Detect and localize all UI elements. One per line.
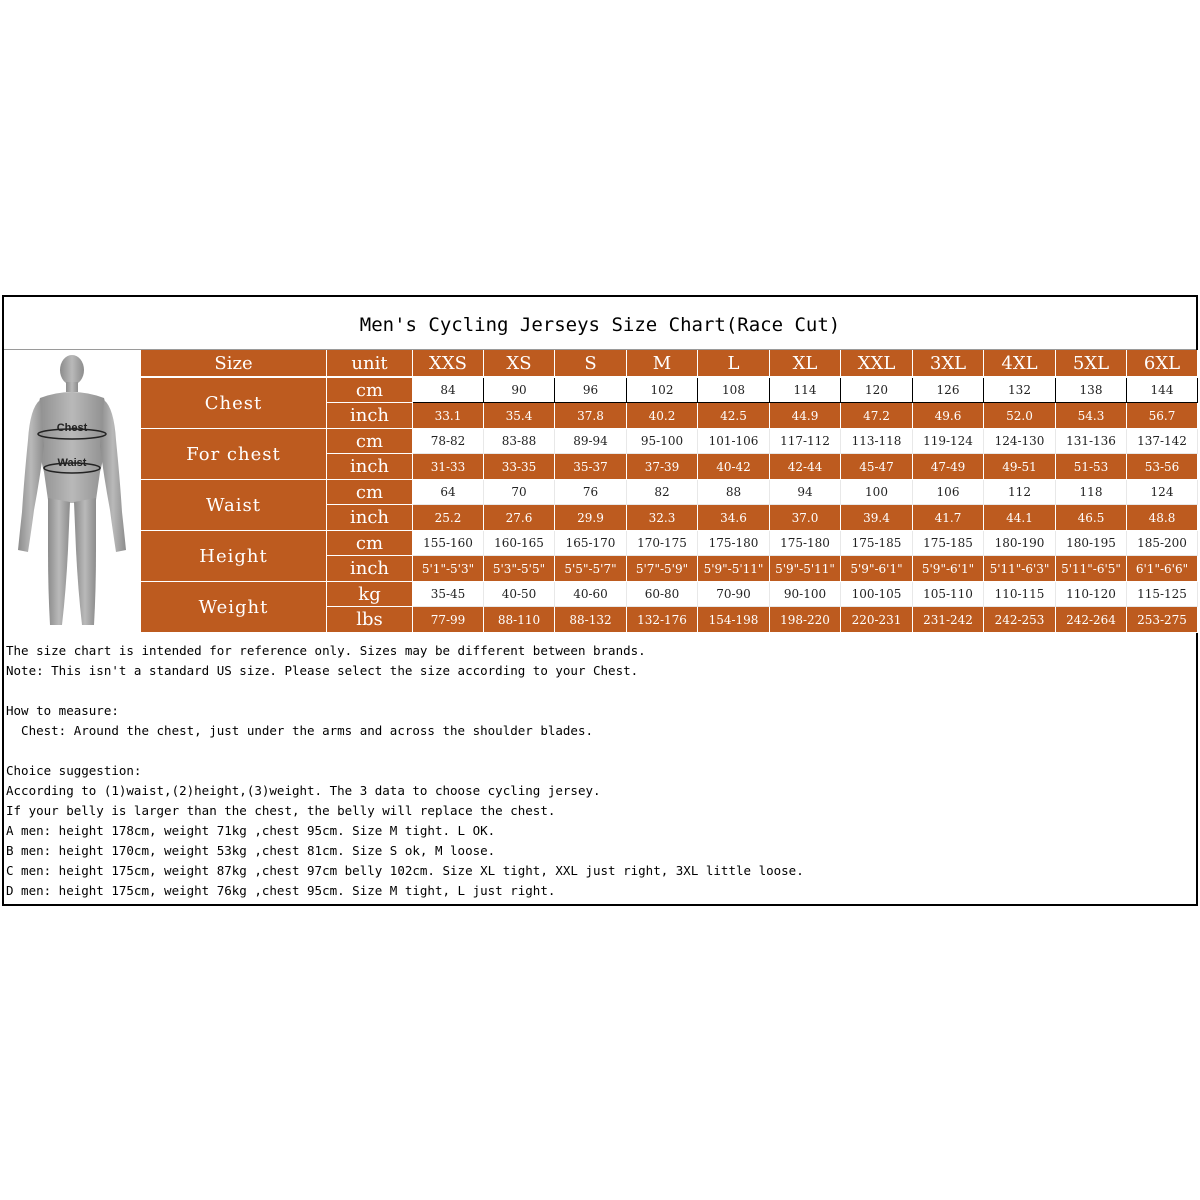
waist-row-cm <box>141 480 1198 505</box>
table-cell: 106 <box>913 480 984 505</box>
size-header-xxl: XXL <box>841 350 913 377</box>
height-unit-inch: inch <box>327 556 413 582</box>
table-cell: 144 <box>1127 377 1198 403</box>
table-cell: 5'1"-5'3" <box>413 556 484 582</box>
table-cell: 5'9"-5'11" <box>770 556 841 582</box>
body-silhouette-icon <box>4 350 140 633</box>
example-d: D men: height 175cm, weight 76kg ,chest 95cm. Size M tight, L just right. <box>6 883 556 898</box>
how-to-measure-chest: Chest: Around the chest, just under the arms and across the shoulder blades. <box>6 723 593 738</box>
table-cell: 175-185 <box>913 531 984 556</box>
weight-unit-lbs: lbs <box>327 607 413 633</box>
table-cell: 47-49 <box>913 454 984 480</box>
body-figure <box>4 350 140 633</box>
table-cell: 70-90 <box>698 582 770 607</box>
table-cell: 138 <box>1056 377 1127 403</box>
table-cell: 34.6 <box>698 505 770 531</box>
size-header-l: L <box>698 350 770 377</box>
choice-suggestion-line: If your belly is larger than the chest, the belly will replace the chest. <box>6 803 556 818</box>
table-cell: 105-110 <box>913 582 984 607</box>
table-cell: 29.9 <box>555 505 627 531</box>
table-cell: 49.6 <box>913 403 984 429</box>
table-cell: 27.6 <box>484 505 555 531</box>
table-cell: 110-120 <box>1056 582 1127 607</box>
table-cell: 35-45 <box>413 582 484 607</box>
table-cell: 82 <box>627 480 698 505</box>
chest-figure-label: Chest <box>56 422 88 434</box>
table-cell: 101-106 <box>698 429 770 454</box>
table-cell: 170-175 <box>627 531 698 556</box>
table-cell: 78-82 <box>413 429 484 454</box>
table-cell: 5'9"-5'11" <box>698 556 770 582</box>
table-cell: 108 <box>698 377 770 403</box>
table-cell: 32.3 <box>627 505 698 531</box>
size-header-m: M <box>627 350 698 377</box>
table-cell: 120 <box>841 377 913 403</box>
table-cell: 96 <box>555 377 627 403</box>
table-cell: 94 <box>770 480 841 505</box>
table-cell: 115-125 <box>1127 582 1198 607</box>
table-cell: 88 <box>698 480 770 505</box>
table-cell: 253-275 <box>1127 607 1198 633</box>
table-cell: 64 <box>413 480 484 505</box>
table-cell: 40.2 <box>627 403 698 429</box>
spacer <box>6 741 1186 761</box>
table-cell: 88-132 <box>555 607 627 633</box>
chest-unit-inch: inch <box>327 403 413 429</box>
table-cell: 60-80 <box>627 582 698 607</box>
table-cell: 180-195 <box>1056 531 1127 556</box>
table-cell: 33-35 <box>484 454 555 480</box>
table-cell: 70 <box>484 480 555 505</box>
table-cell: 5'5"-5'7" <box>555 556 627 582</box>
table-cell: 220-231 <box>841 607 913 633</box>
table-cell: 231-242 <box>913 607 984 633</box>
table-cell: 44.9 <box>770 403 841 429</box>
for-chest-label: For chest <box>141 429 327 480</box>
size-header-s: S <box>555 350 627 377</box>
table-cell: 117-112 <box>770 429 841 454</box>
table-cell: 165-170 <box>555 531 627 556</box>
table-cell: 5'7"-5'9" <box>627 556 698 582</box>
table-cell: 46.5 <box>1056 505 1127 531</box>
waist-figure-label: Waist <box>57 457 87 469</box>
choice-suggestion-title: Choice suggestion: <box>6 763 142 778</box>
table-cell: 102 <box>627 377 698 403</box>
table-cell: 113-118 <box>841 429 913 454</box>
size-header-xs: XS <box>484 350 555 377</box>
table-cell: 35.4 <box>484 403 555 429</box>
table-cell: 132 <box>984 377 1056 403</box>
table-cell: 40-60 <box>555 582 627 607</box>
waist-label: Waist <box>141 480 327 531</box>
example-a: A men: height 178cm, weight 71kg ,chest 95cm. Size M tight. L OK. <box>6 823 496 838</box>
table-cell: 118 <box>1056 480 1127 505</box>
table-cell: 54.3 <box>1056 403 1127 429</box>
table-cell: 132-176 <box>627 607 698 633</box>
table-cell: 42-44 <box>770 454 841 480</box>
table-cell: 5'9"-6'1" <box>841 556 913 582</box>
notes-section <box>6 641 1186 901</box>
table-cell: 39.4 <box>841 505 913 531</box>
table-cell: 114 <box>770 377 841 403</box>
table-cell: 5'11"-6'3" <box>984 556 1056 582</box>
table-cell: 51-53 <box>1056 454 1127 480</box>
table-cell: 5'11"-6'5" <box>1056 556 1127 582</box>
table-cell: 25.2 <box>413 505 484 531</box>
weight-row-kg <box>141 582 1198 607</box>
table-cell: 124 <box>1127 480 1198 505</box>
spacer <box>6 681 1186 701</box>
waist-unit-cm: cm <box>327 480 413 505</box>
table-cell: 124-130 <box>984 429 1056 454</box>
disclaimer-line: The size chart is intended for reference only. Sizes may be different between brands. <box>6 643 646 658</box>
table-cell: 185-200 <box>1127 531 1198 556</box>
table-cell: 53-56 <box>1127 454 1198 480</box>
table-cell: 88-110 <box>484 607 555 633</box>
size-table <box>140 350 1198 633</box>
waist-unit-inch: inch <box>327 505 413 531</box>
table-cell: 6'1"-6'6" <box>1127 556 1198 582</box>
us-size-note: Note: This isn't a standard US size. Please select the size according to your Chest. <box>6 663 639 678</box>
chest-row-cm <box>141 377 1198 403</box>
table-cell: 84 <box>413 377 484 403</box>
height-row-cm <box>141 531 1198 556</box>
table-cell: 83-88 <box>484 429 555 454</box>
how-to-measure-title: How to measure: <box>6 703 119 718</box>
table-cell: 95-100 <box>627 429 698 454</box>
height-label: Height <box>141 531 327 582</box>
size-header: Size <box>141 350 327 377</box>
example-c: C men: height 175cm, weight 87kg ,chest 97cm belly 102cm. Size XL tight, XXL just right, 3XL little loose. <box>6 863 804 878</box>
table-cell: 110-115 <box>984 582 1056 607</box>
size-chart-frame <box>2 295 1198 906</box>
table-cell: 155-160 <box>413 531 484 556</box>
chest-label: Chest <box>141 377 327 429</box>
table-cell: 37-39 <box>627 454 698 480</box>
table-cell: 47.2 <box>841 403 913 429</box>
weight-unit-kg: kg <box>327 582 413 607</box>
table-cell: 5'9"-6'1" <box>913 556 984 582</box>
header-row <box>141 350 1198 377</box>
size-header-5xl: 5XL <box>1056 350 1127 377</box>
table-cell: 154-198 <box>698 607 770 633</box>
size-header-xxs: XXS <box>413 350 484 377</box>
table-cell: 76 <box>555 480 627 505</box>
for-chest-unit-cm: cm <box>327 429 413 454</box>
table-cell: 41.7 <box>913 505 984 531</box>
table-cell: 242-253 <box>984 607 1056 633</box>
table-cell: 48.8 <box>1127 505 1198 531</box>
table-cell: 49-51 <box>984 454 1056 480</box>
table-cell: 242-264 <box>1056 607 1127 633</box>
for-chest-row-cm <box>141 429 1198 454</box>
table-cell: 77-99 <box>413 607 484 633</box>
table-cell: 90 <box>484 377 555 403</box>
table-cell: 45-47 <box>841 454 913 480</box>
table-cell: 33.1 <box>413 403 484 429</box>
table-cell: 90-100 <box>770 582 841 607</box>
table-cell: 175-180 <box>698 531 770 556</box>
size-table-body <box>141 350 1198 633</box>
table-cell: 126 <box>913 377 984 403</box>
size-header-4xl: 4XL <box>984 350 1056 377</box>
unit-header: unit <box>327 350 413 377</box>
table-cell: 37.0 <box>770 505 841 531</box>
choice-suggestion-line: According to (1)waist,(2)height,(3)weight. The 3 data to choose cycling jersey. <box>6 783 601 798</box>
table-cell: 100-105 <box>841 582 913 607</box>
table-cell: 175-185 <box>841 531 913 556</box>
table-cell: 119-124 <box>913 429 984 454</box>
for-chest-unit-inch: inch <box>327 454 413 480</box>
table-cell: 40-50 <box>484 582 555 607</box>
table-cell: 180-190 <box>984 531 1056 556</box>
table-cell: 175-180 <box>770 531 841 556</box>
table-cell: 42.5 <box>698 403 770 429</box>
example-b: B men: height 170cm, weight 53kg ,chest 81cm. Size S ok, M loose. <box>6 843 496 858</box>
table-cell: 100 <box>841 480 913 505</box>
table-cell: 131-136 <box>1056 429 1127 454</box>
size-header-6xl: 6XL <box>1127 350 1198 377</box>
size-header-xl: XL <box>770 350 841 377</box>
table-cell: 52.0 <box>984 403 1056 429</box>
table-cell: 40-42 <box>698 454 770 480</box>
table-cell: 56.7 <box>1127 403 1198 429</box>
table-cell: 5'3"-5'5" <box>484 556 555 582</box>
table-cell: 89-94 <box>555 429 627 454</box>
table-cell: 112 <box>984 480 1056 505</box>
table-cell: 160-165 <box>484 531 555 556</box>
table-cell: 137-142 <box>1127 429 1198 454</box>
chest-unit-cm: cm <box>327 377 413 403</box>
chart-title: Men's Cycling Jerseys Size Chart(Race Cut) <box>359 314 841 336</box>
table-cell: 44.1 <box>984 505 1056 531</box>
size-header-3xl: 3XL <box>913 350 984 377</box>
table-cell: 35-37 <box>555 454 627 480</box>
table-cell: 37.8 <box>555 403 627 429</box>
table-cell: 31-33 <box>413 454 484 480</box>
weight-label: Weight <box>141 582 327 633</box>
table-cell: 198-220 <box>770 607 841 633</box>
height-unit-cm: cm <box>327 531 413 556</box>
